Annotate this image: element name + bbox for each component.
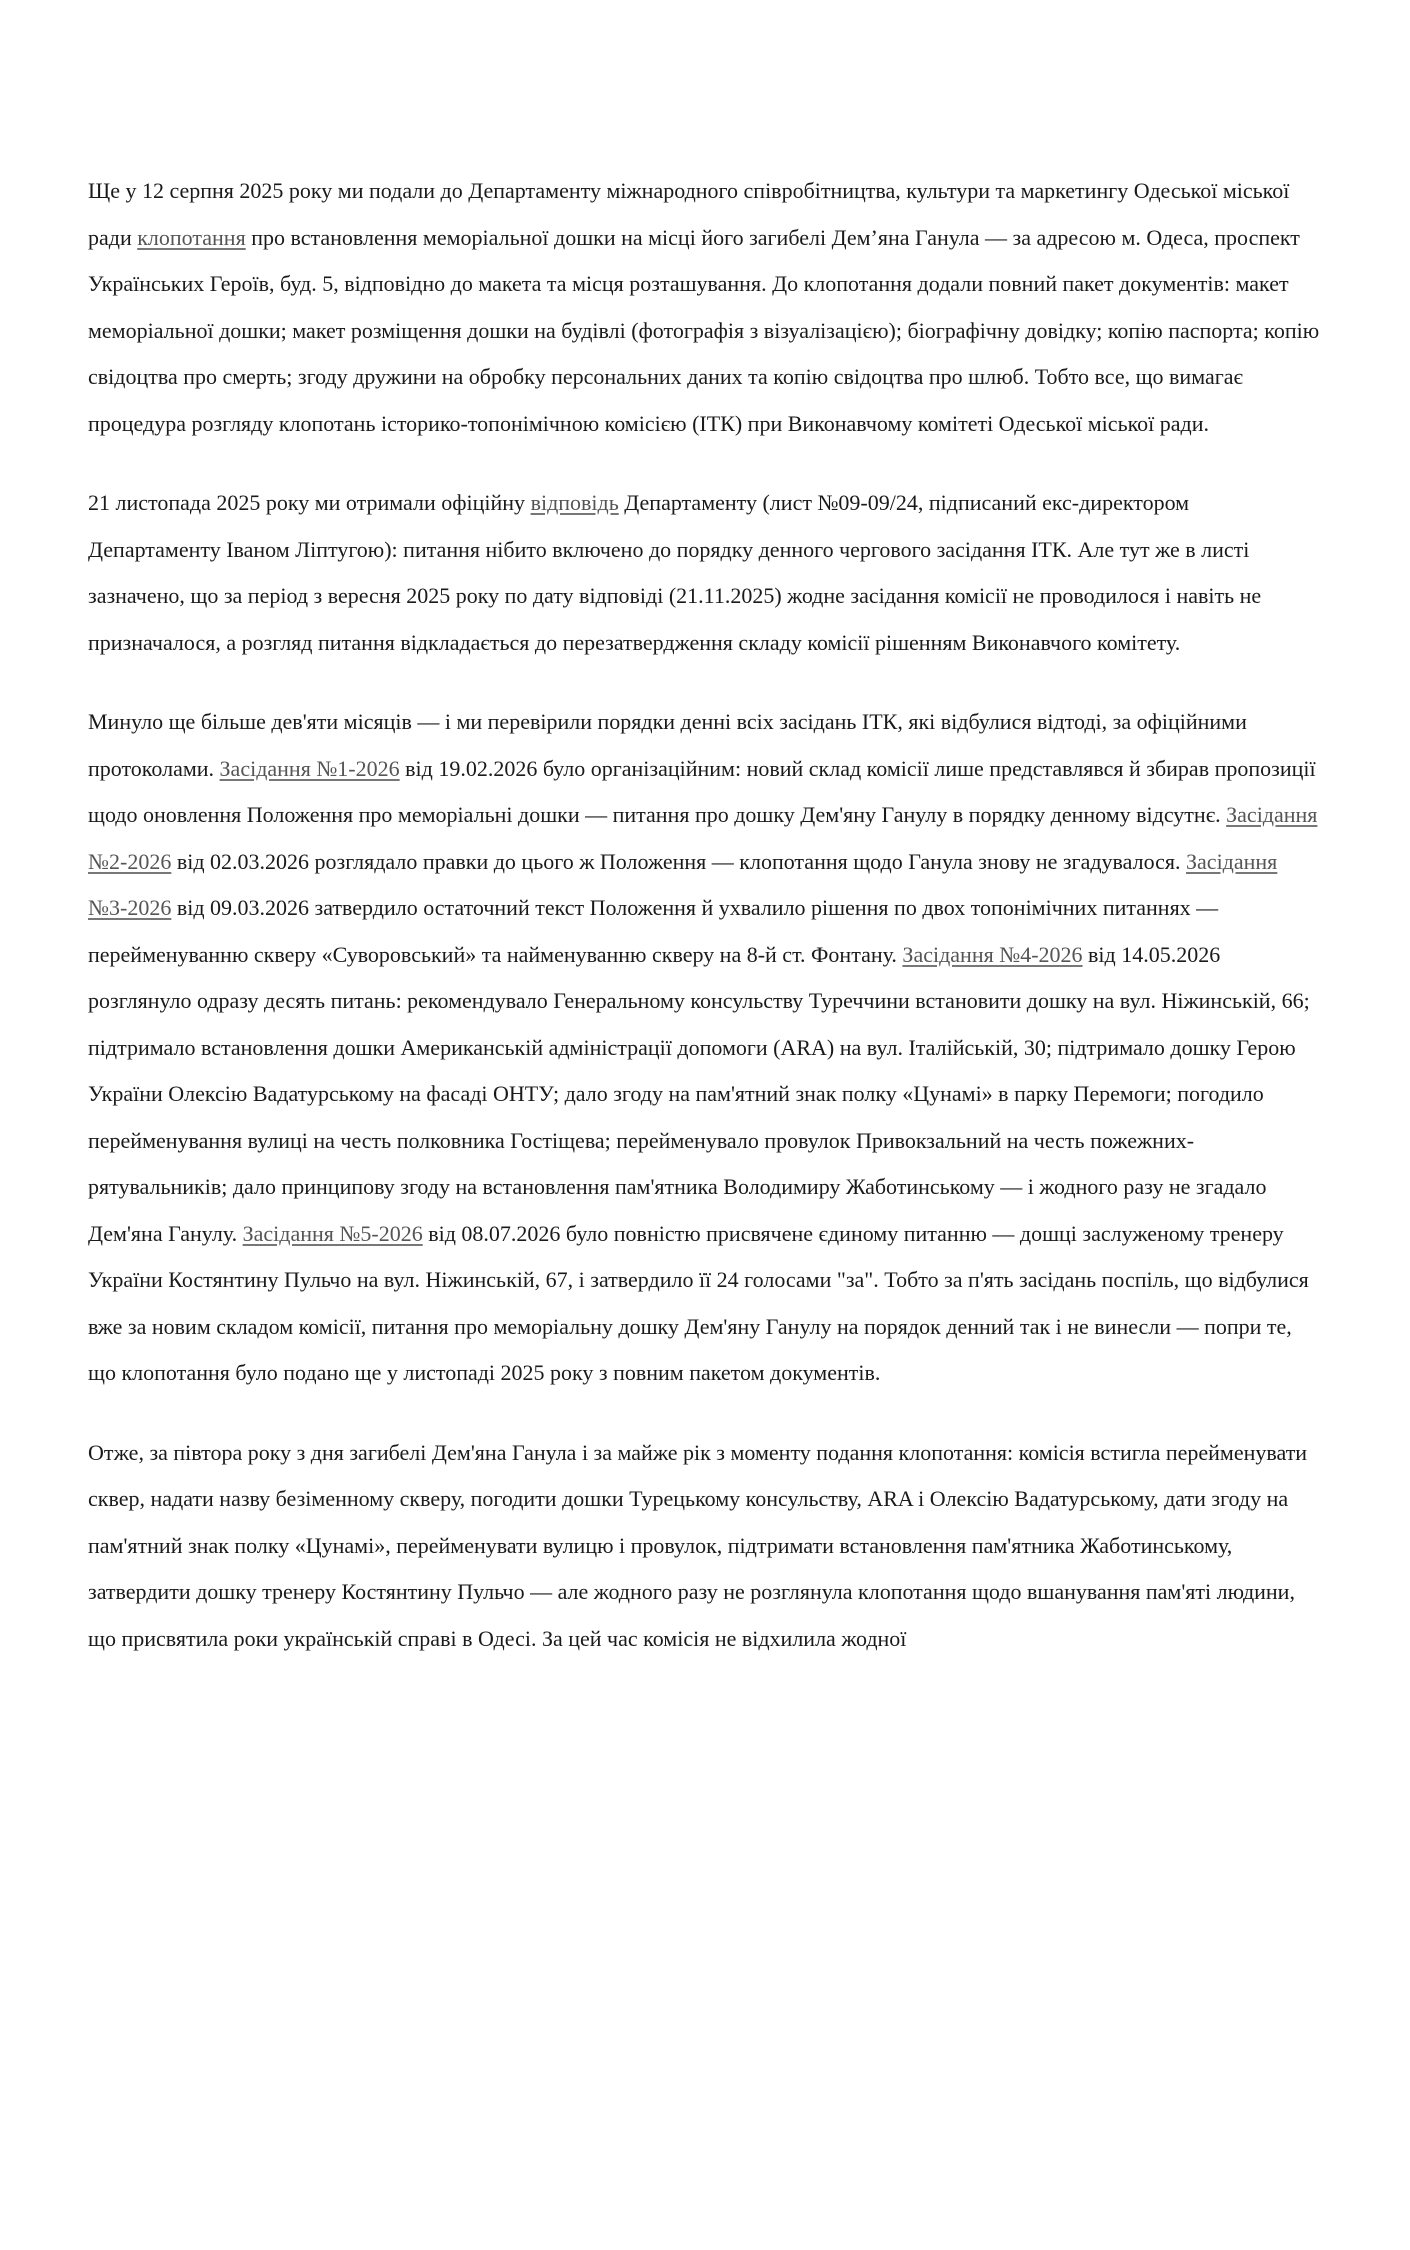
text-segment: Отже, за півтора року з дня загибелі Дем'яна Ганула і за майже рік з моменту подання клопотання: комісія встигла перейменувати сквер, надати назву безіменному скверу, погодити дошки Турецькому консульству, ARA і Олексію Вадатурському, дати згоду на пам'ятний знак полку «Цунамі», перейменувати вулицю і провулок, підтримати встановлення пам'ятника Жаботинському, затвердити дошку тренеру Костянтину Пульчо — але жодного разу не розглянула клопотання щодо вшанування пам'яті людини, що присвятила роки українській справі в Одесі. За цей час комісія не відхилила жодної <box>88 1439 1308 1651</box>
text-segment: про встановлення меморіальної дошки на місці його загибелі Дем’яна Ганула — за адресою м. Одеса, проспект Українських Героїв, буд. 5, відповідно до макета та місця розташування. До клопотання додали повний пакет документів: макет меморіальної дошки; макет розміщення дошки на будівлі (фотографія з візуалізацією); біографічну довідку; копію паспорта; копію свідоцтва про смерть; згоду дружини на обробку персональних даних та копію свідоцтва про шлюб. Тобто все, що вимагає процедура розгляду клопотань історико-топонімічною комісією (ІТК) при Виконавчому комітеті Одеської міської ради. <box>88 224 1320 436</box>
meeting-2-link[interactable]: Засідання №2-2026 <box>88 802 1318 874</box>
text-segment: від 14.05.2026 розглянуло одразу десять питань: рекомендувало Генеральному консульству Туреччини встановити дошку на вул. Ніжинській, 66; підтримало встановлення дошки Американській адміністрації допомоги (ARA) на вул. Італійській, 30; підтримало дошку Герою України Олексію Вадатурському на фасаді ОНТУ; дало згоду на пам'ятний знак полку «Цунамі» в парку Перемоги; погодило перейменування вулиці на честь полковника Гостіщева; перейменувало провулок Привокзальний на честь пожежних-рятувальників; дало принципову згоду на встановлення пам'ятника Володимиру Жаботинському — і жодного разу не згадало Дем'яна Ганулу. <box>88 941 1310 1246</box>
response-link[interactable]: відповідь <box>530 490 619 515</box>
text-segment: Минуло ще більше дев'яти місяців — і ми перевірили порядки денні всіх засідань ІТК, які відбулися відтоді, за офіційними протоколами. <box>88 709 1247 781</box>
paragraph-2 <box>88 480 1322 666</box>
paragraph-1 <box>88 168 1322 447</box>
paragraph-3 <box>88 699 1322 1397</box>
text-segment: від 19.02.2026 було організаційним: новий склад комісії лише представлявся й збирав пропозиції щодо оновлення Положення про меморіальні дошки — питання про дошку Дем'яну Ганулу в порядку денному відсутнє. <box>88 755 1316 827</box>
text-segment: Ще у 12 серпня 2025 року ми подали до Департаменту міжнародного співробітництва, культури та маркетингу Одеської міської ради <box>88 178 1290 250</box>
document-body <box>88 168 1322 1695</box>
petition-link[interactable]: клопотання <box>137 224 246 250</box>
text-segment: від 02.03.2026 розглядало правки до цього ж Положення — клопотання щодо Ганула знову не згадувалося. <box>171 848 1187 874</box>
paragraph-4 <box>88 1430 1322 1663</box>
text-segment: Департаменту (лист №09-09/24, підписаний екс-директором Департаменту Іваном Ліптугою): питання нібито включено до порядку денного чергового засідання ІТК. Але тут же в листі зазначено, що за період з вересня 2025 року по дату відповіді (21.11.2025) жодне засідання комісії не проводилося і навіть не призначалося, а розгляд питання відкладається до перезатвердження складу комісії рішенням Виконавчого комітету. <box>88 490 1262 655</box>
text-segment: від 09.03.2026 затвердило остаточний текст Положення й ухвалило рішення по двох топонімічних питаннях — перейменуванню скверу «Суворовський» та найменуванню скверу на 8-й ст. Фонтану. <box>88 895 1219 967</box>
meeting-3-link[interactable]: Засідання №3-2026 <box>88 848 1278 920</box>
text-segment: 21 листопада 2025 року ми отримали офіційну <box>88 490 531 515</box>
meeting-5-link[interactable]: Засідання №5-2026 <box>242 1220 423 1246</box>
meeting-1-link[interactable]: Засідання №1-2026 <box>219 755 400 781</box>
meeting-4-link[interactable]: Засідання №4-2026 <box>902 941 1083 967</box>
text-segment: від 08.07.2026 було повністю присвячене єдиному питанню — дошці заслуженому тренеру України Костянтину Пульчо на вул. Ніжинській, 67, і затвердило її 24 голосами "за". Тобто за п'ять засідань поспіль, що відбулися вже за новим складом комісії, питання про меморіальну дошку Дем'яну Ганулу на порядок денний так і не винесли — попри те, що клопотання було подано ще у листопаді 2025 року з повним пакетом документів. <box>88 1220 1309 1385</box>
